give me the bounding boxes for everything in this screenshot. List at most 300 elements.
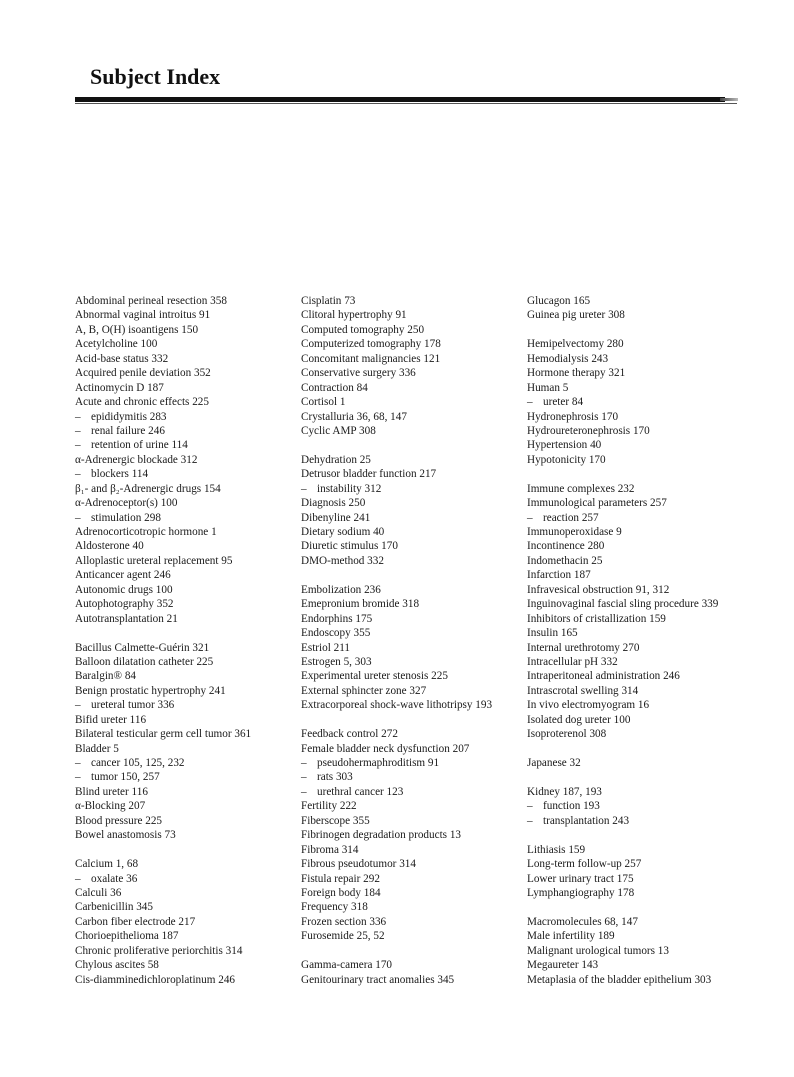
index-entry	[301, 323, 521, 337]
index-entry-text: Dietary sodium 40	[301, 526, 385, 538]
index-entry-text: Inhibitors of cristallization 159	[527, 612, 666, 625]
index-subentry	[75, 438, 295, 452]
index-entry	[527, 713, 747, 727]
index-entry-text: Lymphangiography 178	[527, 886, 635, 899]
index-entry	[75, 742, 295, 756]
index-entry-text: Japanese 32	[527, 757, 581, 769]
index-entry	[75, 453, 295, 467]
subentry-dash: –	[75, 439, 81, 452]
index-entry	[75, 294, 295, 308]
index-entry	[301, 366, 521, 380]
index-entry-text: Endorphins 175	[301, 612, 373, 625]
index-gap	[301, 944, 521, 958]
index-entry-text: Acquired penile deviation 352	[75, 367, 211, 380]
index-entry	[75, 814, 295, 828]
index-entry-text: Concomitant malignancies 121	[301, 352, 441, 365]
index-subentry	[75, 770, 295, 784]
index-entry	[75, 655, 295, 669]
index-entry-text: Insulin 165	[527, 627, 578, 640]
index-entry-text: External sphincter zone 327	[301, 684, 427, 697]
index-gap	[75, 843, 295, 857]
index-subentry	[75, 467, 295, 481]
index-entry-text: oxalate 36	[91, 872, 138, 885]
index-entry-text: Macromolecules 68, 147	[527, 915, 638, 928]
index-entry-text: Alloplastic ureteral replacement 95	[75, 554, 233, 567]
index-entry-text: Lower urinary tract 175	[527, 872, 634, 885]
index-entry-text: function 193	[543, 800, 600, 813]
index-entry	[301, 410, 521, 424]
index-subentry	[301, 785, 521, 799]
index-entry	[75, 323, 295, 337]
index-entry	[75, 482, 295, 496]
index-entry	[75, 828, 295, 842]
index-entry-text: Cisplatin 73	[301, 295, 356, 307]
index-entry-text: Estrogen 5, 303	[301, 655, 372, 668]
index-entry-text: Incontinence 280	[527, 540, 605, 553]
index-entry-text: Extracorporeal shock-wave lithotripsy 193	[301, 699, 493, 712]
index-entry	[301, 352, 521, 366]
index-entry-text: Bacillus Calmette-Guérin 321	[75, 641, 210, 654]
index-entry-text: rats 303	[317, 771, 353, 784]
index-entry-text: Blind ureter 116	[75, 785, 148, 798]
index-entry-text: Hemodialysis 243	[527, 352, 609, 365]
index-gap	[527, 467, 747, 481]
index-entry-text: Male infertility 189	[527, 930, 615, 943]
index-entry	[75, 915, 295, 929]
index-entry-text: Fibrinogen degradation products 13	[301, 829, 462, 842]
index-subentry	[75, 410, 295, 424]
index-entry-text: ureter 84	[543, 396, 584, 409]
subentry-dash: –	[527, 396, 533, 409]
index-entry	[301, 828, 521, 842]
index-entry	[301, 467, 521, 481]
index-entry	[301, 727, 521, 741]
index-entry	[75, 337, 295, 351]
index-gap	[527, 900, 747, 914]
index-entry	[301, 424, 521, 438]
index-entry	[301, 539, 521, 553]
index-entry	[527, 568, 747, 582]
index-entry	[527, 872, 747, 886]
index-entry	[75, 973, 295, 987]
index-entry-text: Inguinovaginal fascial sling procedure 339	[527, 598, 719, 611]
index-entry	[527, 698, 747, 712]
index-entry	[527, 785, 747, 799]
index-entry-text: Experimental ureter stenosis 225	[301, 670, 448, 683]
index-entry	[301, 337, 521, 351]
index-entry	[75, 713, 295, 727]
subentry-dash: –	[527, 511, 533, 524]
index-entry-text: Diagnosis 250	[301, 497, 366, 510]
index-entry-text: α-Blocking 207	[75, 800, 146, 813]
index-entry-text: α-Adrenoceptor(s) 100	[75, 497, 178, 510]
index-entry	[527, 857, 747, 871]
index-gap	[527, 742, 747, 756]
index-entry-text: Frequency 318	[301, 901, 368, 914]
index-entry-text: Long-term follow-up 257	[527, 858, 642, 871]
index-entry	[527, 973, 747, 987]
index-entry-text: Infravesical obstruction 91, 312	[527, 583, 670, 596]
index-entry-text: Computerized tomography 178	[301, 338, 441, 351]
index-entry	[75, 727, 295, 741]
index-subentry	[75, 872, 295, 886]
index-entry	[75, 308, 295, 322]
index-entry-text: A, B, O(H) isoantigens 150	[75, 323, 199, 336]
index-entry	[527, 438, 747, 452]
index-entry	[301, 612, 521, 626]
index-entry-text: α-Adrenergic blockade 312	[75, 453, 198, 466]
index-entry-text: Aldosterone 40	[75, 540, 144, 553]
title-rule-thin	[75, 103, 737, 104]
subentry-dash: –	[75, 511, 81, 524]
index-entry	[527, 496, 747, 510]
index-entry-text: Contraction 84	[301, 381, 368, 394]
index-entry	[301, 973, 521, 987]
title-rule-tail	[720, 98, 738, 101]
index-entry-text: Acute and chronic effects 225	[75, 396, 209, 409]
index-entry	[527, 843, 747, 857]
index-entry	[301, 929, 521, 943]
index-entry	[527, 583, 747, 597]
index-entry-text: Foreign body 184	[301, 886, 381, 899]
index-entry	[527, 424, 747, 438]
index-entry-text: Abnormal vaginal introitus 91	[75, 309, 211, 322]
subentry-dash: –	[75, 699, 81, 712]
index-entry-text: renal failure 246	[91, 424, 165, 437]
index-entry-text: Kidney 187, 193	[527, 785, 602, 798]
index-entry	[75, 352, 295, 366]
index-entry	[75, 958, 295, 972]
index-entry	[527, 352, 747, 366]
index-entry	[527, 294, 747, 308]
index-subentry	[301, 770, 521, 784]
index-entry-text: Hormone therapy 321	[527, 367, 626, 380]
index-entry	[301, 900, 521, 914]
index-entry-text: Bowel anastomosis 73	[75, 829, 176, 842]
index-entry	[75, 395, 295, 409]
index-entry-text: Intracellular pH 332	[527, 655, 618, 668]
index-entry-text: Detrusor bladder function 217	[301, 468, 437, 481]
index-entry	[527, 958, 747, 972]
index-entry	[301, 886, 521, 900]
index-entry-text: Chronic proliferative periorchitis 314	[75, 944, 243, 957]
index-entry	[527, 410, 747, 424]
index-entry	[75, 641, 295, 655]
index-entry	[75, 669, 295, 683]
index-entry	[527, 366, 747, 380]
index-entry	[527, 886, 747, 900]
index-gap	[301, 568, 521, 582]
index-entry-text: Bladder 5	[75, 742, 119, 755]
index-entry	[75, 612, 295, 626]
index-entry-text: Hypotonicity 170	[527, 453, 606, 466]
index-entry-text: Isoproterenol 308	[527, 728, 607, 741]
index-entry-text: Adrenocorticotropic hormone 1	[75, 526, 217, 538]
index-entry-text: Actinomycin D 187	[75, 381, 164, 394]
index-entry-text: reaction 257	[543, 511, 599, 524]
index-entry-text: β₁- and β₂-Adrenergic drugs 154	[75, 482, 221, 495]
index-entry	[75, 554, 295, 568]
index-entry	[301, 496, 521, 510]
index-entry	[75, 799, 295, 813]
index-entry-text: Internal urethrotomy 270	[527, 641, 640, 654]
index-entry-text: Intrascrotal swelling 314	[527, 684, 639, 697]
index-entry-text: Furosemide 25, 52	[301, 930, 385, 943]
index-entry-text: Fiberscope 355	[301, 814, 370, 827]
index-entry-text: In vivo electromyogram 16	[527, 699, 650, 712]
index-entry	[301, 308, 521, 322]
index-entry-text: Gamma-camera 170	[301, 959, 393, 972]
index-entry-text: Chylous ascites 58	[75, 959, 159, 972]
index-entry	[301, 698, 521, 712]
index-entry	[75, 857, 295, 871]
index-entry	[301, 799, 521, 813]
index-entry-text: Immunoperoxidase 9	[527, 526, 622, 538]
index-entry	[301, 669, 521, 683]
index-entry-text: retention of urine 114	[91, 439, 188, 452]
index-entry-text: Fibroma 314	[301, 843, 359, 856]
index-entry-text: Autotransplantation 21	[75, 612, 178, 625]
index-entry	[301, 525, 521, 539]
index-subentry	[527, 395, 747, 409]
index-entry-text: Fertility 222	[301, 800, 357, 813]
index-entry	[527, 539, 747, 553]
index-subentry	[75, 698, 295, 712]
index-entry	[527, 626, 747, 640]
index-entry	[301, 843, 521, 857]
index-entry	[301, 626, 521, 640]
index-entry-text: Infarction 187	[527, 569, 591, 582]
index-entry	[527, 525, 747, 539]
index-entry-text: Glucagon 165	[527, 295, 591, 307]
index-entry-text: Carbon fiber electrode 217	[75, 915, 196, 928]
index-gap	[527, 323, 747, 337]
index-entry-text: Diuretic stimulus 170	[301, 540, 398, 553]
index-entry	[527, 641, 747, 655]
index-entry-text: epididymitis 283	[91, 410, 167, 423]
index-entry	[527, 929, 747, 943]
index-subentry	[527, 799, 747, 813]
index-entry-text: Bifid ureter 116	[75, 713, 147, 726]
index-column-3	[527, 294, 747, 987]
index-entry-text: Fibrous pseudotumor 314	[301, 858, 416, 871]
index-entry-text: Cyclic AMP 308	[301, 424, 376, 437]
index-entry-text: Anticancer agent 246	[75, 569, 171, 582]
index-entry-text: Carbenicillin 345	[75, 901, 153, 914]
index-entry	[75, 900, 295, 914]
index-entry	[301, 453, 521, 467]
subentry-dash: –	[75, 468, 81, 481]
index-entry-text: stimulation 298	[91, 511, 161, 524]
index-entry	[75, 381, 295, 395]
index-entry	[75, 597, 295, 611]
index-entry-text: Immune complexes 232	[527, 482, 635, 495]
index-entry-text: Dibenyline 241	[301, 511, 371, 524]
index-entry	[301, 583, 521, 597]
index-entry-text: Human 5	[527, 381, 569, 394]
index-subentry	[527, 511, 747, 525]
index-entry-text: Crystalluria 36, 68, 147	[301, 410, 407, 423]
subentry-dash: –	[301, 482, 307, 495]
index-entry	[301, 872, 521, 886]
index-entry-text: Calculi 36	[75, 886, 122, 899]
index-entry-text: Feedback control 272	[301, 728, 398, 741]
subentry-dash: –	[301, 785, 307, 798]
index-entry	[527, 655, 747, 669]
index-entry-text: Autonomic drugs 100	[75, 583, 173, 596]
index-entry-text: Computed tomography 250	[301, 323, 425, 336]
index-entry-text: Guinea pig ureter 308	[527, 309, 625, 322]
index-subentry	[527, 814, 747, 828]
index-entry-text: Endoscopy 355	[301, 627, 371, 640]
index-subentry	[75, 756, 295, 770]
index-entry	[527, 684, 747, 698]
index-entry	[301, 655, 521, 669]
index-entry-text: Frozen section 336	[301, 915, 387, 928]
index-entry	[301, 915, 521, 929]
index-entry	[301, 294, 521, 308]
index-entry	[527, 453, 747, 467]
index-entry	[75, 886, 295, 900]
index-entry-text: Female bladder neck dysfunction 207	[301, 742, 470, 755]
index-entry-text: Malignant urological tumors 13	[527, 944, 669, 957]
index-entry-text: urethral cancer 123	[317, 785, 404, 798]
index-entry-text: Fistula repair 292	[301, 872, 380, 885]
index-entry-text: Metaplasia of the bladder epithelium 303	[527, 973, 712, 986]
index-entry	[75, 785, 295, 799]
index-entry	[301, 857, 521, 871]
index-entry-text: Calcium 1, 68	[75, 858, 139, 871]
index-entry-text: transplantation 243	[543, 814, 630, 827]
index-entry	[301, 597, 521, 611]
index-entry	[301, 684, 521, 698]
index-entry-text: Embolization 236	[301, 583, 381, 596]
subentry-dash: –	[527, 814, 533, 827]
index-entry	[527, 756, 747, 770]
index-entry	[301, 814, 521, 828]
subentry-dash: –	[301, 757, 307, 769]
index-entry-text: Indomethacin 25	[527, 554, 603, 567]
index-entry-text: Clitoral hypertrophy 91	[301, 309, 407, 322]
index-entry	[301, 742, 521, 756]
index-entry	[527, 381, 747, 395]
index-entry	[75, 583, 295, 597]
index-entry	[527, 337, 747, 351]
index-entry	[75, 539, 295, 553]
index-entry-text: Estriol 211	[301, 641, 350, 654]
subentry-dash: –	[75, 771, 81, 784]
index-entry-text: Megaureter 143	[527, 959, 599, 972]
index-entry	[301, 958, 521, 972]
index-entry	[301, 395, 521, 409]
index-entry-text: Dehydration 25	[301, 453, 371, 466]
index-entry-text: Hydronephrosis 170	[527, 410, 619, 423]
index-entry	[75, 366, 295, 380]
index-subentry	[301, 482, 521, 496]
index-entry-text: cancer 105, 125, 232	[91, 757, 185, 769]
index-entry-text: Hemipelvectomy 280	[527, 338, 624, 351]
index-subentry	[75, 511, 295, 525]
index-subentry	[301, 756, 521, 770]
index-gap	[527, 770, 747, 784]
index-entry	[301, 381, 521, 395]
index-subentry	[75, 424, 295, 438]
index-entry-text: instability 312	[317, 482, 382, 495]
index-entry	[527, 944, 747, 958]
index-entry-text: pseudohermaphroditism 91	[317, 757, 440, 769]
index-entry	[75, 525, 295, 539]
index-entry-text: Acid-base status 332	[75, 352, 169, 365]
index-gap	[527, 828, 747, 842]
index-entry-text: Cortisol 1	[301, 396, 346, 409]
subentry-dash: –	[75, 410, 81, 423]
index-entry-text: Balloon dilatation catheter 225	[75, 655, 214, 668]
index-entry-text: Emepronium bromide 318	[301, 598, 420, 611]
index-entry	[75, 496, 295, 510]
subentry-dash: –	[527, 800, 533, 813]
index-entry-text: Intraperitoneal administration 246	[527, 670, 680, 683]
index-entry-text: Benign prostatic hypertrophy 241	[75, 684, 226, 697]
index-entry-text: Isolated dog ureter 100	[527, 713, 631, 726]
index-column-1	[75, 294, 295, 987]
index-entry	[301, 511, 521, 525]
index-gap	[75, 626, 295, 640]
index-entry-text: Cis-diamminedichloroplatinum 246	[75, 973, 236, 986]
subentry-dash: –	[75, 424, 81, 437]
index-entry	[527, 612, 747, 626]
index-entry-text: blockers 114	[91, 468, 149, 481]
index-entry	[301, 554, 521, 568]
index-gap	[301, 713, 521, 727]
subentry-dash: –	[75, 872, 81, 885]
index-entry	[527, 915, 747, 929]
index-entry-text: Blood pressure 225	[75, 814, 163, 827]
index-entry	[527, 482, 747, 496]
page-title: Subject Index	[90, 64, 221, 89]
index-entry	[75, 684, 295, 698]
index-entry-text: Chorioepithelioma 187	[75, 930, 179, 943]
index-entry-text: Hydroureteronephrosis 170	[527, 424, 650, 437]
index-entry-text: Bilateral testicular germ cell tumor 361	[75, 728, 252, 741]
subentry-dash: –	[75, 757, 81, 769]
index-entry-text: ureteral tumor 336	[91, 699, 175, 712]
index-entry-text: Genitourinary tract anomalies 345	[301, 973, 455, 986]
index-entry	[527, 669, 747, 683]
index-column-2	[301, 294, 521, 987]
subentry-dash: –	[301, 771, 307, 784]
index-entry-text: Acetylcholine 100	[75, 338, 158, 351]
index-entry	[75, 568, 295, 582]
index-entry	[75, 944, 295, 958]
index-entry-text: Autophotography 352	[75, 598, 174, 611]
index-gap	[301, 438, 521, 452]
index-entry-text: Hypertension 40	[527, 439, 602, 452]
index-entry-text: DMO-method 332	[301, 554, 384, 567]
index-entry	[527, 554, 747, 568]
index-entry-text: tumor 150, 257	[91, 771, 160, 784]
index-entry	[301, 641, 521, 655]
index-entry	[527, 727, 747, 741]
index-entry	[75, 929, 295, 943]
index-entry	[527, 597, 747, 611]
index-entry-text: Lithiasis 159	[527, 843, 586, 856]
title-rule	[75, 97, 725, 102]
index-entry-text: Conservative surgery 336	[301, 367, 416, 380]
index-entry-text: Immunological parameters 257	[527, 497, 667, 510]
index-entry-text: Baralgin® 84	[75, 670, 137, 683]
index-entry-text: Abdominal perineal resection 358	[75, 295, 227, 307]
index-entry	[527, 308, 747, 322]
